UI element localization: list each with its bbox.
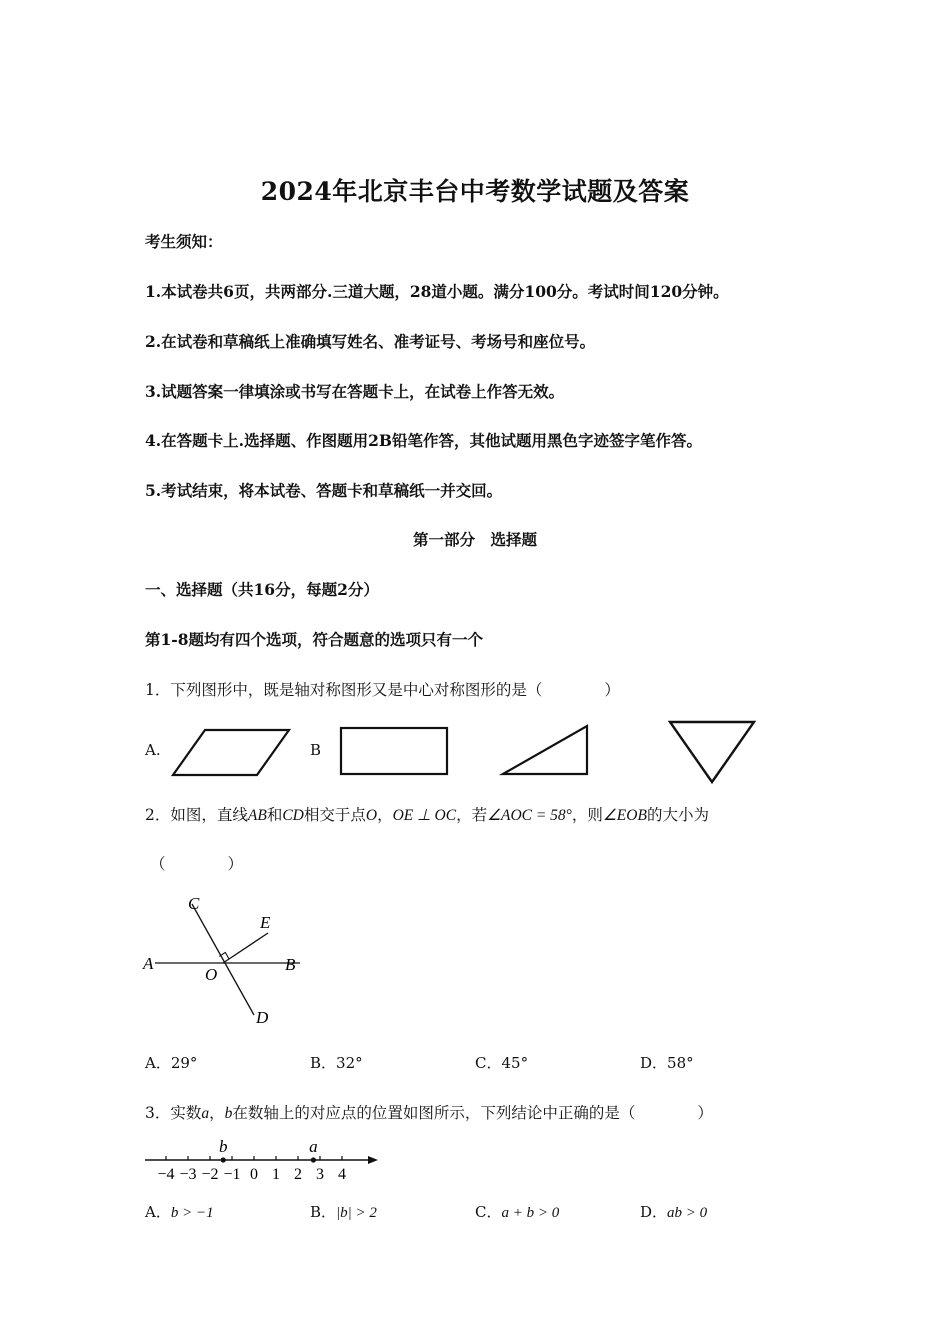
number-line-arrow bbox=[368, 1156, 378, 1164]
right-angle-mark bbox=[219, 952, 229, 959]
q2-option-d: D．58° bbox=[640, 1054, 694, 1072]
part-title: 第一部分 选择题 bbox=[412, 530, 537, 549]
section-instruction: 第1-8题均有四个选项，符合题意的选项只有一个 bbox=[145, 630, 484, 649]
q2-option-b: B．32° bbox=[310, 1054, 363, 1072]
q2-answer-paren: （ ） bbox=[150, 855, 244, 873]
q1-parallelogram-figure bbox=[165, 720, 300, 782]
notice-item-1: 1.本试卷共6页，共两部分.三道大题，28道小题。满分100分。考试时间120分钟。 bbox=[145, 282, 729, 301]
q1-right-triangle-figure bbox=[495, 718, 595, 780]
axis-tick-label: 1 bbox=[272, 1166, 280, 1183]
label-b: B bbox=[285, 955, 296, 974]
notice-item-3: 3.试题答案一律填涂或书写在答题卡上，在试卷上作答无效。 bbox=[145, 382, 565, 401]
point-b-label: b bbox=[218, 1137, 228, 1156]
q1-option-a-label: A. bbox=[145, 741, 161, 759]
point-a-label: a bbox=[309, 1137, 318, 1156]
label-c: C bbox=[188, 894, 200, 913]
q3-number-line-figure bbox=[140, 1134, 385, 1184]
q2-intersecting-lines-figure bbox=[140, 890, 315, 1030]
axis-tick-label: −4 bbox=[157, 1166, 175, 1183]
q1-option-b-label: B bbox=[310, 741, 322, 759]
axis-tick-label: 3 bbox=[316, 1166, 324, 1183]
q3-option-d: D．ab > 0 bbox=[640, 1203, 708, 1221]
q3-option-b: B．|b| > 2 bbox=[310, 1203, 377, 1221]
label-a: A bbox=[143, 954, 154, 973]
page-title: 2024年北京丰台中考数学试题及答案 bbox=[260, 177, 690, 206]
section-heading: 一、选择题（共16分，每题2分） bbox=[145, 580, 379, 599]
q2-option-a: A．29° bbox=[145, 1054, 198, 1072]
point-a-dot bbox=[311, 1157, 316, 1162]
label-o: O bbox=[205, 965, 218, 984]
ray-oe bbox=[223, 933, 268, 963]
axis-tick-label: 4 bbox=[338, 1166, 346, 1183]
q2-option-c: C．45° bbox=[475, 1054, 529, 1072]
q3-option-c: C．a + b > 0 bbox=[475, 1203, 560, 1221]
notice-item-4: 4.在答题卡上.选择题、作图题用2B铅笔作答，其他试题用黑色字迹签字笔作答。 bbox=[145, 431, 702, 450]
q2-stem: 2．如图，直线AB和CD相交于点O，OE ⊥ OC，若∠AOC = 58°，则∠EOB的大小为 bbox=[145, 806, 709, 824]
notice-item-2: 2.在试卷和草稿纸上准确填写姓名、准考证号、考场号和座位号。 bbox=[145, 332, 596, 351]
line-cd bbox=[192, 904, 254, 1015]
notice-item-5: 5.考试结束，将本试卷、答题卡和草稿纸一并交回。 bbox=[145, 481, 503, 500]
q1-rectangle-figure bbox=[335, 722, 455, 782]
point-b-dot bbox=[221, 1157, 226, 1162]
q3-option-a: A．b > −1 bbox=[145, 1203, 214, 1221]
axis-tick-label: −3 bbox=[179, 1166, 197, 1183]
q3-stem: 3．实数a，b在数轴上的对应点的位置如图所示，下列结论中正确的是（ ） bbox=[145, 1104, 713, 1122]
notice-heading: 考生须知： bbox=[145, 232, 223, 251]
label-e: E bbox=[260, 913, 271, 932]
q1-stem: 1．下列图形中，既是轴对称图形又是中心对称图形的是（ ） bbox=[145, 681, 620, 699]
label-d: D bbox=[256, 1008, 269, 1027]
axis-tick-label: 2 bbox=[294, 1166, 302, 1183]
axis-tick-label: −2 bbox=[201, 1166, 219, 1183]
axis-tick-label: 0 bbox=[250, 1166, 258, 1183]
q1-inverted-triangle-figure bbox=[662, 714, 762, 789]
axis-tick-label: −1 bbox=[223, 1166, 241, 1183]
